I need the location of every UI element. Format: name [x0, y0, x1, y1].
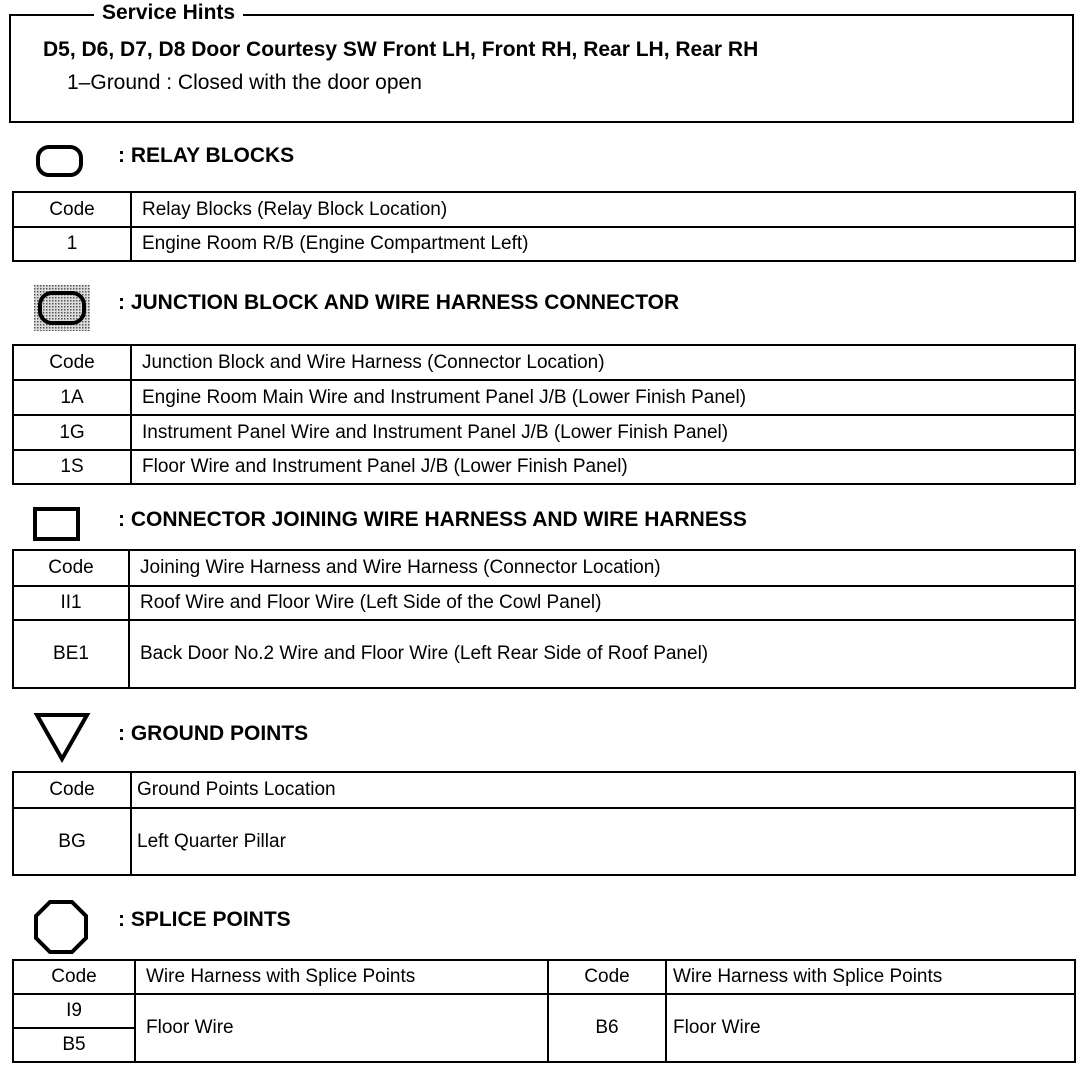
code-cell: BG	[13, 808, 131, 875]
description-header: Junction Block and Wire Harness (Connector Location)	[131, 345, 1075, 380]
code-header: Code	[13, 345, 131, 380]
description-cell: Engine Room Main Wire and Instrument Panel J/B (Lower Finish Panel)	[131, 380, 1075, 415]
relay-blocks-table	[12, 191, 1076, 262]
description-cell: Left Quarter Pillar	[131, 808, 1075, 875]
code-cell: 1S	[13, 450, 131, 484]
code-cell: I9	[13, 994, 135, 1028]
relay-blocks-title: : RELAY BLOCKS	[118, 144, 295, 167]
table-row	[13, 380, 1075, 415]
code-header: Code	[13, 772, 131, 808]
code-cell: B5	[13, 1028, 135, 1062]
service-hints-box	[9, 14, 1074, 123]
shaded-rounded-rect-icon	[34, 285, 90, 331]
service-hints-line: 1–Ground : Closed with the door open	[67, 71, 422, 94]
code-header: Code	[13, 192, 131, 227]
description-header: Wire Harness with Splice Points	[135, 960, 548, 994]
rectangle-outline-icon	[33, 506, 81, 542]
table-row	[13, 808, 1075, 875]
table-row	[13, 415, 1075, 450]
code-cell-2: B6	[548, 994, 666, 1062]
code-cell: II1	[13, 586, 129, 620]
table-row	[13, 450, 1075, 484]
splice-points-title: : SPLICE POINTS	[118, 908, 291, 931]
code-header: Code	[13, 550, 129, 586]
ground-points-table	[12, 771, 1076, 876]
octagon-icon	[33, 899, 89, 955]
table-header-row	[13, 192, 1075, 227]
connector-joining-table	[12, 549, 1076, 689]
description-header: Ground Points Location	[131, 772, 1075, 808]
code-header: Code	[13, 960, 135, 994]
junction-block-table	[12, 344, 1076, 485]
code-cell: BE1	[13, 620, 129, 688]
description-cell: Roof Wire and Floor Wire (Left Side of the Cowl Panel)	[129, 586, 1075, 620]
code-cell: 1	[13, 227, 131, 261]
table-header-row	[13, 772, 1075, 808]
description-header: Relay Blocks (Relay Block Location)	[131, 192, 1075, 227]
table-row	[13, 586, 1075, 620]
ground-points-title: : GROUND POINTS	[118, 722, 309, 745]
description-cell: Floor Wire and Instrument Panel J/B (Lower Finish Panel)	[131, 450, 1075, 484]
service-hints-heading: D5, D6, D7, D8 Door Courtesy SW Front LH, Front RH, Rear LH, Rear RH	[43, 38, 759, 61]
rounded-rect-outline-icon	[36, 144, 84, 178]
description-cell: Back Door No.2 Wire and Floor Wire (Left Rear Side of Roof Panel)	[129, 620, 1075, 688]
table-header-row	[13, 345, 1075, 380]
description-header-2: Wire Harness with Splice Points	[666, 960, 1075, 994]
code-cell: 1A	[13, 380, 131, 415]
table-header-row	[13, 960, 1075, 994]
description-cell: Engine Room R/B (Engine Compartment Left)	[131, 227, 1075, 261]
description-cell: Instrument Panel Wire and Instrument Panel J/B (Lower Finish Panel)	[131, 415, 1075, 450]
code-cell: 1G	[13, 415, 131, 450]
junction-block-title: : JUNCTION BLOCK AND WIRE HARNESS CONNECTOR	[118, 291, 680, 314]
table-row	[13, 227, 1075, 261]
table-row	[13, 620, 1075, 688]
splice-points-table	[12, 959, 1076, 1063]
description-cell-2: Floor Wire	[666, 994, 1075, 1062]
code-header-2: Code	[548, 960, 666, 994]
service-hints-title: Service Hints	[94, 1, 243, 25]
description-cell: Floor Wire	[135, 994, 548, 1062]
description-header: Joining Wire Harness and Wire Harness (Connector Location)	[129, 550, 1075, 586]
down-triangle-icon	[33, 711, 91, 763]
connector-joining-title: : CONNECTOR JOINING WIRE HARNESS AND WIRE HARNESS	[118, 508, 747, 531]
table-row	[13, 994, 1075, 1028]
table-header-row	[13, 550, 1075, 586]
